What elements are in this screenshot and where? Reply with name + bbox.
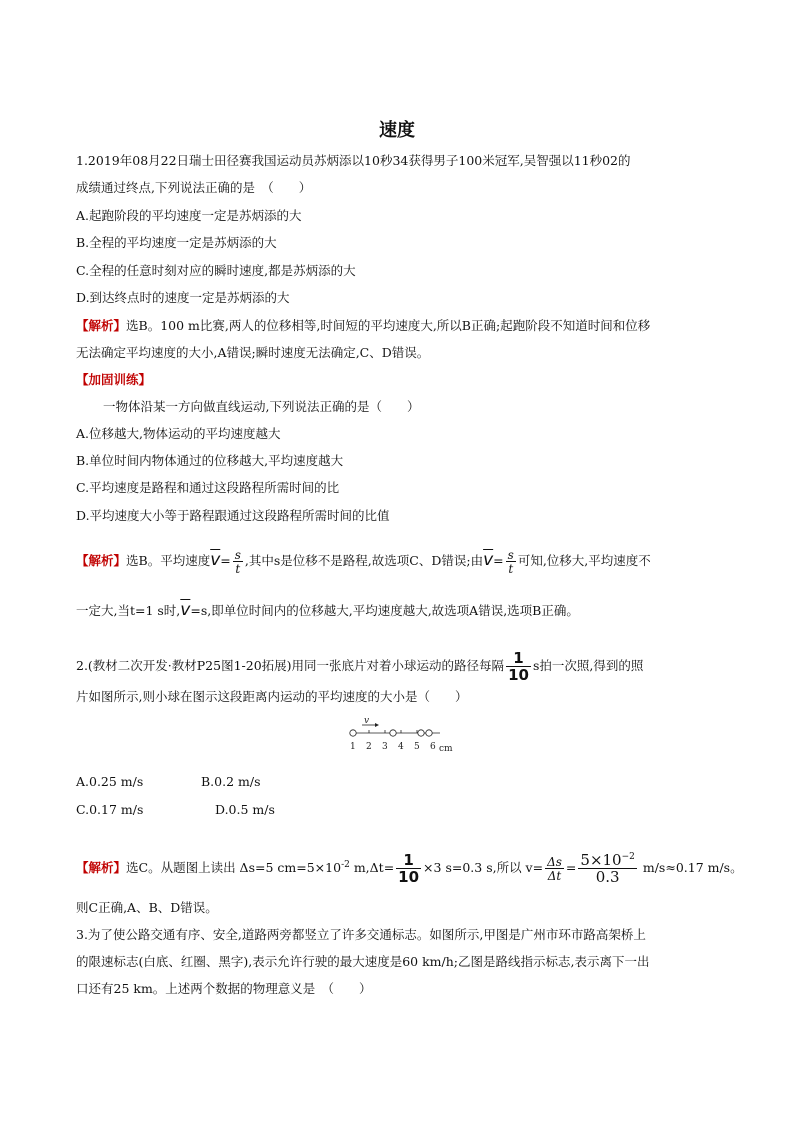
q3-line1: 3.为了使公路交通有序、安全,道路两旁都竖立了许多交通标志。如图所示,甲图是广州市环市路高架桥上	[76, 927, 646, 942]
q1-option-b: B.全程的平均速度一定是苏炳添的大	[76, 235, 277, 250]
extra-option-c: C.平均速度是路程和通过这段路程所需时间的比	[76, 480, 340, 495]
q1-option-d: D.到达终点时的速度一定是苏炳添的大	[76, 290, 290, 305]
ball-position-1	[350, 730, 356, 736]
q2-analysis-line1: 【解析】选C。从题图上读出 Δs=5 $cm=5\times 10^{-2}$ m,Δt= $\frac{1}{10}$ ×3 s=0.3 s,所以 v= $\frac{\Delta s}{\Delta t}$ = $\frac{5\times 10^{-2}}{0.3}$ m/s≈0.17 m/s。	[76, 850, 743, 886]
tick-label-1: 1	[350, 742, 356, 752]
q1-stem-line1: 1.2019年08月22日瑞士田径赛我国运动员苏炳添以10秒34获得男子100米冠军,吴智强以11秒02的	[76, 153, 631, 168]
analysis-tag: 【解析】	[76, 318, 127, 333]
q3-line2: 的限速标志(白底、红圈、黑字),表示允许行驶的最大速度是60 km/h;乙图是路线指示标志,表示离下一出	[76, 954, 650, 969]
tick-label-2: 2	[366, 742, 372, 752]
extra-option-b: B.单位时间内物体通过的位移越大,平均速度越大	[76, 453, 344, 468]
extra-stem: 一物体沿某一方向做直线运动,下列说法正确的是（ ）	[103, 399, 420, 414]
ball-position-4	[426, 730, 432, 736]
extra-analysis-post: 可知,位移大,平均速度不	[517, 553, 651, 568]
q1-option-c: C.全程的任意时刻对应的瞬时速度,都是苏炳添的大	[76, 263, 356, 278]
s-over-t-fraction: $\frac{s}{t}$	[507, 547, 514, 576]
value-fraction: $\frac{5\times 10^{-2}}{0.3}$	[580, 850, 635, 886]
analysis-tag: 【解析】	[76, 553, 127, 568]
page-title: 速度	[379, 120, 415, 141]
tick-label-6: 6	[430, 742, 436, 752]
unit-label: cm	[439, 744, 453, 754]
interval-fraction: $\frac{1}{10}$	[508, 648, 529, 684]
v-bar-symbol: $\overline{v}$	[483, 550, 494, 570]
extra-analysis-mid: ,其中s是位移不是路程,故选项C、D错误;由	[244, 553, 484, 568]
q3-line3: 口还有25 km。上述两个数据的物理意义是 （ ）	[76, 981, 372, 996]
q1-analysis-text: 选B。100 m比赛,两人的位移相等,时间短的平均速度大,所以B正确;起跑阶段不知道时间和位移	[126, 318, 651, 333]
tick-label-5: 5	[414, 742, 420, 752]
tick-label-3: 3	[382, 742, 388, 752]
q2-analysis-line2: 则C正确,A、B、D错误。	[76, 900, 218, 915]
ball-position-3	[418, 730, 424, 736]
equals: =	[493, 553, 504, 568]
extra-analysis-line2: 一定大,当t=1 s时$,\overline{v}=s$,即单位时间内的位移越大,平均速度越大,故选项A错误,选项B正确。	[76, 600, 579, 620]
ball-position-2	[390, 730, 396, 736]
tick-label-4: 4	[398, 742, 404, 752]
s-over-t-fraction: $\frac{s}{t}$	[234, 547, 241, 576]
velocity-label: v	[364, 716, 370, 726]
q2-option-a: A.0.25 m/s	[76, 774, 144, 789]
v-bar-symbol: $\overline{v}$	[210, 550, 221, 570]
extra-analysis-line1	[76, 543, 651, 578]
velocity-arrowhead	[375, 723, 379, 727]
q1-analysis-line2: 无法确定平均速度的大小,A错误;瞬时速度无法确定,C、D错误。	[76, 345, 430, 360]
extra-analysis-pre: 选B。平均速度	[126, 553, 211, 568]
extra-tag: 【加固训练】	[76, 372, 152, 387]
q2-option-b: B.0.2 m/s	[201, 774, 261, 789]
q2-option-d: D.0.5 m/s	[215, 802, 275, 817]
q1-analysis-line1	[76, 316, 650, 336]
q1-option-a: A.起跑阶段的平均速度一定是苏炳添的大	[76, 208, 302, 223]
equals: =	[220, 553, 231, 568]
v-bar-symbol: $\overline{v}$	[180, 600, 191, 620]
q1-stem-line2: 成绩通过终点,下列说法正确的是 （ ）	[76, 180, 312, 195]
q2-stem-line2: 片如图所示,则小球在图示这段距离内运动的平均速度的大小是（ ）	[76, 689, 468, 704]
extra-option-d: D.平均速度大小等于路程跟通过这段路程所需时间的比值	[76, 508, 390, 523]
ball-motion-figure	[345, 716, 465, 756]
extra-option-a: A.位移越大,物体运动的平均速度越大	[76, 426, 281, 441]
analysis-tag: 【解析】	[76, 860, 127, 876]
ds-over-dt-fraction: $\frac{\Delta s}{\Delta t}$	[547, 854, 562, 883]
dt-fraction: $\frac{1}{10}$	[398, 850, 420, 886]
q2-stem-line1: 2.(教材二次开发·教材P25图1-20拓展)用同一张底片对着小球运动的路径每隔 $\frac{1}{10}$ s拍一次照,得到的照	[76, 648, 644, 684]
q2-option-c: C.0.17 m/s	[76, 802, 144, 817]
